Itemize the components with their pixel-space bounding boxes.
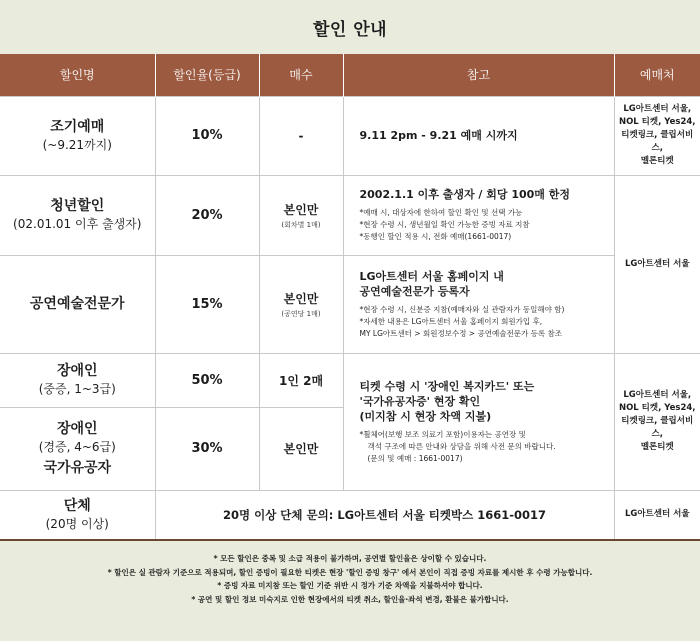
ticket-count-cell [259,255,343,353]
discount-rate: 20% [155,175,259,255]
discount-name-cell [0,490,155,540]
reference-main: '국가유공자증' 현장 확인 [359,394,481,408]
reference-note: *현장 수령 시, 신분증 지참(예매자와 실 관람자가 동일해야 함) [359,304,565,314]
footnote: * 할인은 실 관람자 기준으로 적용되며, 할인 증빙이 필요한 티켓은 현장 '할인 증빙 창구' 에서 본인이 직접 증빙 자료를 제시한 후 수령 가능합니다. [107,567,593,577]
discount-name: 조기예매 [50,118,105,135]
reference-cell [343,96,614,175]
discount-name: 장애인 [56,363,98,379]
ticket-count: 본인만 [283,291,319,306]
discount-rate: 50% [155,353,259,407]
seller-cell: LG아트센터 서울 [614,490,700,540]
reference-note: *예매 시, 대상자에 한하여 할인 확인 및 선택 가능 [359,208,523,217]
footnote: * 모든 할인은 중복 및 소급 적용이 불가하며, 공연별 할인율은 상이할 수 있습니다. [213,554,487,563]
seller-line: LG아트센터 서울, [623,390,692,400]
reference-main: 티켓 수령 시 '장애인 복지카드' 또는 [359,379,535,393]
discount-name: 청년할인 [50,198,105,214]
discount-name-sub: (20명 이상) [45,516,109,531]
footnotes [0,552,700,606]
discount-name-sub: (경증, 4~6급) [38,439,116,454]
seller-line: 멜론티켓 [640,156,674,166]
discount-name-cell [0,255,155,353]
reference-note: 객석 구조에 따른 안내와 상담을 위해 사전 문의 바랍니다. [367,441,556,451]
discount-rate: 30% [155,407,259,490]
seller-line: NOL 티켓, Yes24, [618,403,696,413]
reference-main: 2002.1.1 이후 출생자 / 회당 100매 한정 [359,188,570,201]
seller-line: 멜론티켓 [640,442,674,452]
table-row-disabled-severe [0,353,700,407]
discount-name-cell [0,96,155,175]
discount-rate: 15% [155,255,259,353]
reference-note: (문의 및 예매 : 1661-0017) [367,453,463,463]
page-title: 할인 안내 [312,19,388,40]
footnote: * 증빙 자료 미지참 또는 할인 기준 위반 시 정가 기준 차액을 지불하셔야 합니다. [217,581,483,590]
discount-name: 장애인 [56,420,98,437]
discount-name-sub: (02.01.01 이후 출생자) [13,217,142,231]
discount-name-cell [0,353,155,407]
table-row-early-booking [0,96,700,175]
reference-note: *현장 수령 시, 생년월일 확인 가능한 증빙 자료 지참 [359,220,530,229]
reference-note: *자세한 내용은 LG아트센터 서울 홈페이지 회원가입 후, [359,316,543,326]
reference-note: *동행인 할인 적용 시, 전화 예매(1661-0017) [359,232,512,241]
header-discount-name: 할인명 [0,54,155,96]
reference-main: 9.11 2pm - 9.21 예매 시까지 [359,129,518,142]
header-ticket-count: 매수 [259,54,343,96]
reference-cell [343,175,614,255]
seller-line: 티켓링크, 클립서비스, [621,130,694,153]
discount-name-cell [0,175,155,255]
table-header-row [0,54,700,96]
discount-name-sub: (~9.21까지) [42,137,112,152]
reference-main: (미지참 시 현장 차액 지불) [359,409,492,423]
seller-line: LG아트센터 서울, [623,104,692,114]
ticket-count: 1인 2매 [259,353,343,407]
header-seller: 예매처 [614,54,700,96]
ticket-count: - [259,96,343,175]
ticket-count-sub: (공연당 1매) [281,309,321,318]
header-discount-rate: 할인율(등급) [155,54,259,96]
ticket-count-cell [259,175,343,255]
seller-line: 티켓링크, 클립서비스, [621,416,694,439]
footnote: * 공연 및 할인 정보 미숙지로 인한 현장에서의 티켓 취소, 할인율·좌석 변경, 환불은 불가합니다. [191,594,509,604]
reference-main: LG아트센터 서울 홈페이지 내 [359,269,504,283]
seller-cell [614,353,700,490]
seller-line: NOL 티켓, Yes24, [618,117,696,127]
discount-name-cell [0,407,155,490]
header-reference: 참고 [343,54,614,96]
reference-note: *휠체어(보행 보조 의료기 포함)이용자는 공연장 및 [359,429,526,439]
table-row-youth [0,175,700,255]
discount-table [0,54,700,541]
reference-main: 공연예술전문가 등록자 [359,284,470,298]
reference-cell [343,353,614,490]
discount-rate: 10% [155,96,259,175]
discount-name-sub: (중증, 1~3급) [38,382,116,396]
reference-cell [343,255,614,353]
ticket-count: 본인만 [283,202,319,217]
group-info: 20명 이상 단체 문의: LG아트센터 서울 티켓박스 1661-0017 [155,490,614,540]
discount-name-extra: 국가유공자 [43,459,112,476]
seller-cell [614,96,700,175]
seller-cell: LG아트센터 서울 [614,175,700,353]
ticket-count-sub: (회차별 1매) [281,220,321,229]
discount-name: 단체 [63,497,91,514]
discount-name: 공연예술전문가 [29,295,125,312]
reference-note: MY LG아트센터 > 회원정보수정 > 공연예술전문가 등록 참조 [359,328,562,338]
table-row-expert [0,255,700,353]
ticket-count: 본인만 [259,407,343,490]
table-row-group [0,490,700,540]
